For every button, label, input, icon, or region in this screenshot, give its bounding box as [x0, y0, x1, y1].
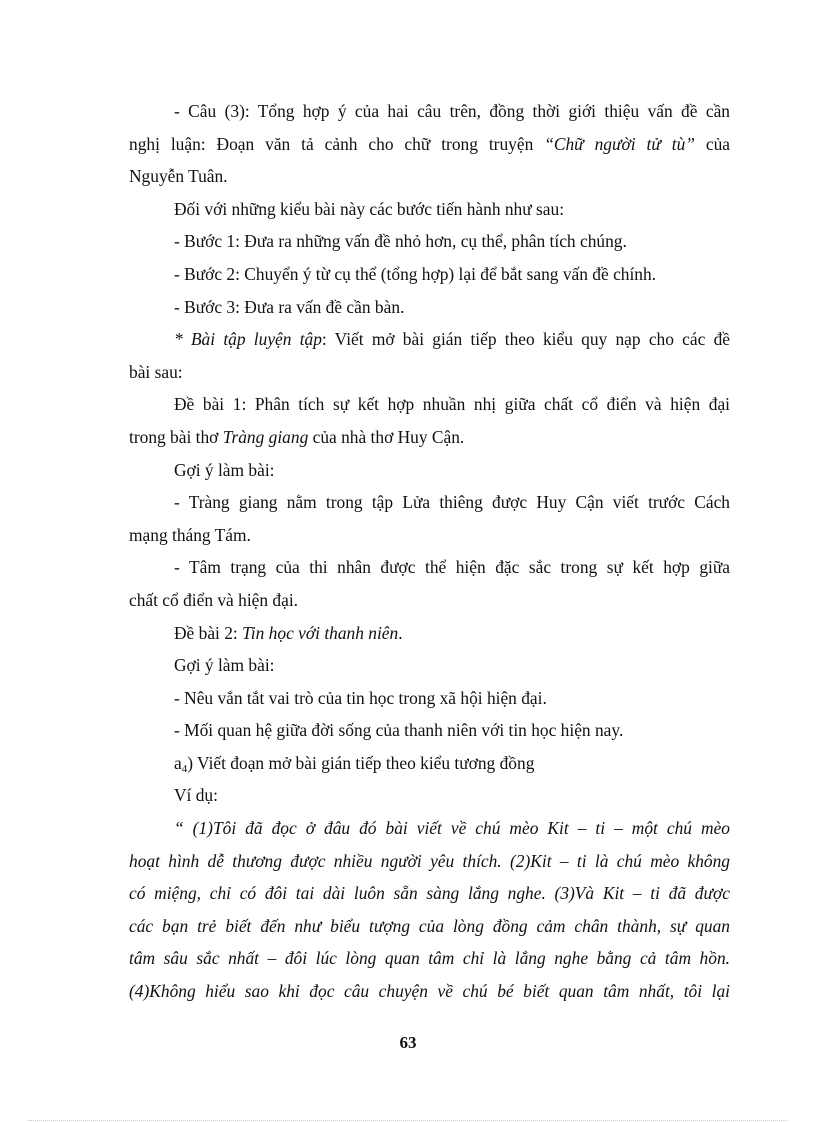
hint-2-label: Gợi ý làm bài: [174, 655, 275, 676]
hint-1-bullet-1-line-1: - Tràng giang nằm trong tập Lửa thiêng được Huy Cận viết trước Cách [174, 492, 730, 513]
section-a4-text: ) Viết đoạn mở bài gián tiếp theo kiểu tương đồng [187, 752, 535, 773]
section-a4-heading [129, 747, 730, 780]
topic-1-line-1: Đề bài 1: Phân tích sự kết hợp nhuần nhị giữa chất cổ điển và hiện đại [174, 394, 730, 415]
topic-1-text: trong bài thơ [129, 426, 223, 447]
page-body [129, 95, 730, 1008]
poem-title: Tràng giang [222, 426, 309, 447]
quote-line-6: (4)Không hiểu sao khi đọc câu chuyện về chú bé biết quan tâm nhất, tôi lại [129, 981, 730, 1002]
topic-1-text-end: của nhà thơ Huy Cận. [308, 426, 465, 447]
exercise-line-2: bài sau: [129, 361, 183, 382]
cau3-line-3: Nguyễn Tuân. [129, 166, 228, 187]
step-2: - Bước 2: Chuyển ý từ cụ thể (tổng hợp) lại để bắt sang vấn đề chính. [174, 263, 657, 284]
story-title: “Chữ người tử tù” [544, 133, 695, 154]
cau3-line-1: - Câu (3): Tổng hợp ý của hai câu trên, đồng thời giới thiệu vấn đề cần [174, 101, 730, 121]
quote-line-5: tâm sâu sắc nhất – đôi lúc lòng quan tâm chỉ là lắng nghe bằng cả tâm hồn. [129, 948, 730, 969]
section-a4-prefix: a [174, 752, 182, 773]
step-1: - Bước 1: Đưa ra những vấn đề nhỏ hơn, cụ thể, phân tích chúng. [174, 231, 627, 252]
exercise-text: : Viết mở bài gián tiếp theo kiểu quy nạp cho các đề [321, 329, 730, 350]
quote-line-1: “ (1)Tôi đã đọc ở đâu đó bài viết về chú mèo Kit – ti – một chú mèo [174, 818, 730, 839]
topic-2-title: Tin học với thanh niên [242, 622, 399, 643]
cau3-line-2 [129, 128, 730, 161]
topic-2-label: Đề bài 2: [174, 622, 243, 643]
exercise-line-1 [129, 323, 730, 356]
hint-1-bullet-2-line-2: chất cổ điển và hiện đại. [129, 589, 299, 610]
exercise-label: * Bài tập luyện tập [174, 329, 322, 350]
hint-1-bullet-1-line-2: mạng tháng Tám. [129, 524, 251, 545]
topic-1-line-2 [129, 421, 730, 454]
topic-2 [129, 617, 730, 650]
quote-line-4: các bạn trẻ biết đến như biểu tượng của lòng đồng cảm chân thành, sự quan [129, 915, 730, 936]
hint-1-bullet-2-line-1: - Tâm trạng của thi nhân được thể hiện đặc sắc trong sự kết hợp giữa [174, 557, 730, 578]
section-a4-subscript: 4 [181, 762, 188, 775]
topic-2-end: . [398, 622, 403, 643]
quote-line-2: hoạt hình dễ thương được nhiều người yêu thích. (2)Kit – ti là chú mèo không [129, 850, 730, 871]
hint-2-bullet-2: - Mối quan hệ giữa đời sống của thanh niên với tin học hiện nay. [174, 720, 624, 741]
quote-line-3: có miệng, chỉ có đôi tai dài luôn sẵn sàng lắng nghe. (3)Và Kit – ti đã được [129, 883, 730, 904]
cau3-text-end: của [694, 133, 730, 154]
step-3: - Bước 3: Đưa ra vấn đề cần bàn. [174, 296, 405, 317]
steps-intro: Đối với những kiểu bài này các bước tiến hành như sau: [174, 198, 565, 219]
cau3-text: nghị luận: Đoạn văn tả cảnh cho chữ trong truyện [129, 133, 545, 154]
hint-1-label: Gợi ý làm bài: [174, 459, 275, 480]
example-label: Ví dụ: [174, 785, 218, 806]
page-number: 63 [399, 1033, 417, 1052]
hint-2-bullet-1: - Nêu vắn tắt vai trò của tin học trong xã hội hiện đại. [174, 687, 547, 708]
page-bottom-rule [28, 1120, 788, 1121]
